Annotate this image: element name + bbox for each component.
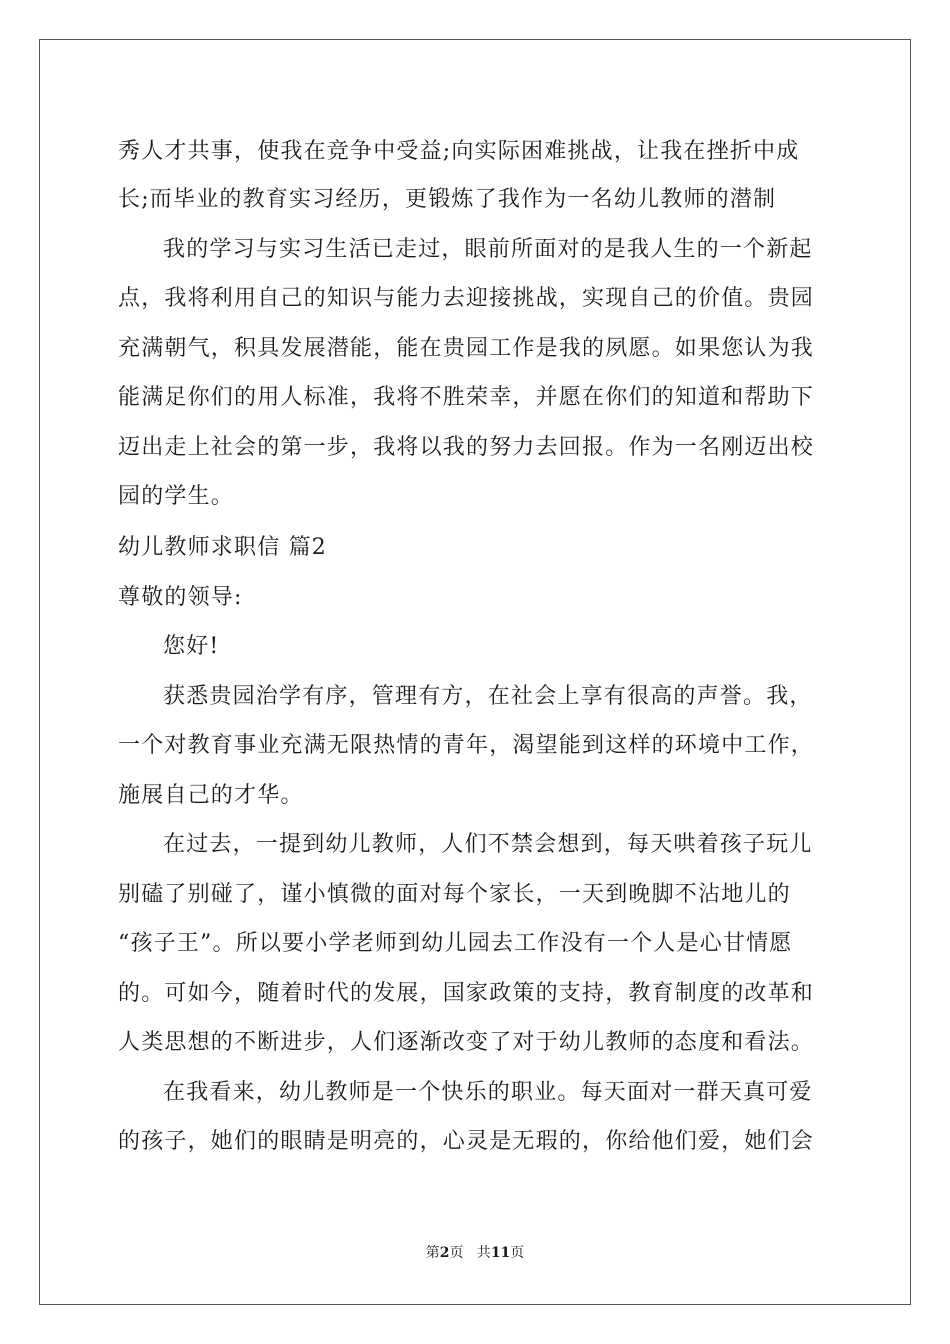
text-line: 施展自己的才华。 bbox=[118, 783, 304, 808]
text-line: 人类思想的不断进步，人们逐渐改变了对于幼儿教师的态度和看法。 bbox=[118, 1030, 815, 1055]
text-line: 能满足你们的用人标准，我将不胜荣幸，并愿在你们的知道和帮助下 bbox=[118, 385, 815, 410]
paragraph-start-line: 获悉贵园治学有序，管理有方，在社会上享有很高的声誉。我， bbox=[163, 684, 813, 709]
text-line: 的孩子，她们的眼睛是明亮的，心灵是无瑕的，你给他们爱，她们会 bbox=[118, 1129, 815, 1154]
total-page-number: 11 bbox=[490, 1245, 511, 1261]
paragraph-start-line: 在过去，一提到幼儿教师，人们不禁会想到，每天哄着孩子玩儿 bbox=[163, 832, 813, 857]
text-line: 点，我将利用自己的知识与能力去迎接挑战，实现自己的价值。贵园 bbox=[118, 286, 815, 311]
page-border bbox=[39, 39, 911, 1305]
paragraph-start-line: 在我看来，幼儿教师是一个快乐的职业。每天面对一群天真可爱 bbox=[163, 1080, 813, 1105]
greeting: 您好! bbox=[163, 634, 220, 659]
salutation: 尊敬的领导: bbox=[118, 585, 243, 610]
page-prefix: 第 bbox=[425, 1245, 440, 1261]
text-line: 园的学生。 bbox=[118, 484, 235, 509]
text-line: 迈出走上社会的第一步，我将以我的努力去回报。作为一名刚迈出校 bbox=[118, 435, 815, 460]
page-suffix: 页 bbox=[510, 1245, 525, 1261]
paragraph-start-line: 我的学习与实习生活已走过，眼前所面对的是我人生的一个新起 bbox=[163, 237, 813, 262]
page-number-footer bbox=[0, 1244, 950, 1262]
text-line: 充满朝气，积具发展潜能，能在贵园工作是我的夙愿。如果您认为我 bbox=[118, 336, 815, 361]
current-page-number: 2 bbox=[439, 1245, 450, 1261]
text-line: 秀人才共事，使我在竞争中受益;向实际困难挑战，让我在挫折中成 bbox=[118, 139, 800, 164]
section-heading: 幼儿教师求职信 篇2 bbox=[118, 535, 327, 560]
text-line: 的。可如今，随着时代的发展，国家政策的支持，教育制度的改革和 bbox=[118, 981, 815, 1006]
page-mid: 页 共 bbox=[449, 1245, 491, 1261]
text-line: 一个对教育事业充满无限热情的青年，渴望能到这样的环境中工作， bbox=[118, 733, 815, 758]
text-line: “孩子王”。所以要小学老师到幼儿园去工作没有一个人是心甘情愿 bbox=[118, 931, 793, 956]
text-line: 长;而毕业的教育实习经历，更锻炼了我作为一名幼儿教师的潜制 bbox=[118, 187, 777, 212]
text-line: 别磕了别碰了，谨小慎微的面对每个家长，一天到晚脚不沾地儿的 bbox=[118, 882, 791, 907]
